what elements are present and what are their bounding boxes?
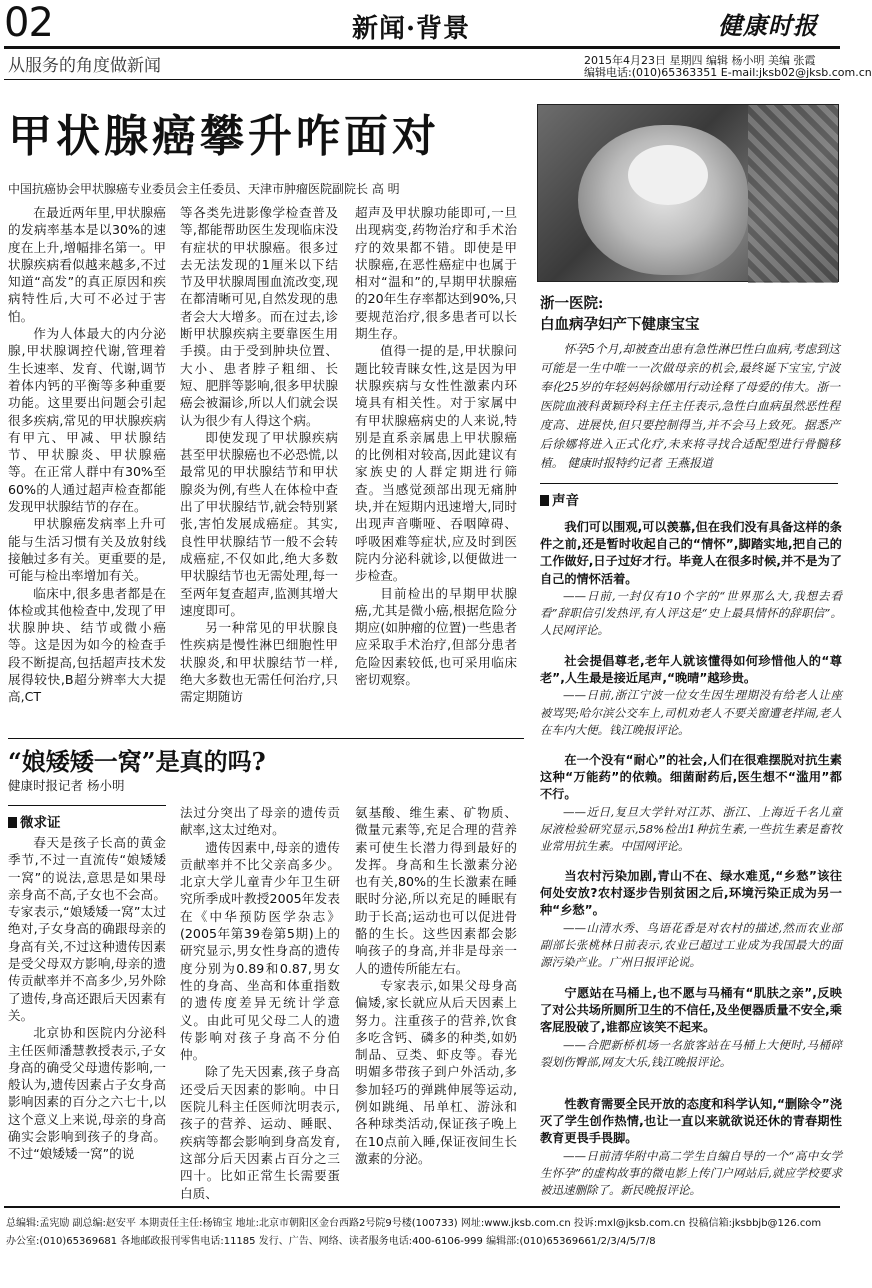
footer-credits-line: 总编辑:孟宪励 副总编:赵安平 本期责任主任:杨锦宝 地址:北京市朝阳区金台西路2号院9号楼(100733) 网址:www.jksb.com.cn 投诉:mxl@jksb.com.cn 投稿信箱:jksbbjb@126.com (6, 1218, 822, 1229)
section-title: 新闻·背景 (352, 14, 471, 44)
voice-quote: 我们可以围观,可以羡慕,但在我们没有具备这样的条件之前,还是暂时收起自己的“情怀”,脚踏实地,把自己的工作做好,日子过好才行。毕竟人在很多时候,并不是为了自己的情怀活着。 (540, 520, 842, 586)
voice-source: ——日前,一封仅有10个字的“世界那么大,我想去看看”辞职信引发热评,有人评这是“史上最具情怀的辞职信”。人民网评论。 (540, 588, 842, 638)
second-headline: “娘矮矮一窝”是真的吗? (8, 747, 266, 776)
newborn-baby-photo (537, 104, 839, 282)
story1-column-1 (8, 204, 166, 726)
paragraph: 即使发现了甲状腺疾病甚至甲状腺癌也不必恐慌,以最常见的甲状腺结节和甲状腺炎为例,有些人在体检中查出了甲状腺结节,就会特别紧张,害怕发展成癌症。其实,良性甲状腺结节一般不会转成癌症,不仅如此,绝大多数甲状腺结节也无需处理,每一至两年复查超声,监测其增大速度即可。 (180, 429, 338, 618)
paragraph: 另一种常见的甲状腺良性疾病是慢性淋巴细胞性甲状腺炎,和甲状腺结节一样,绝大多数也无需任何治疗,只需定期随访 (180, 620, 338, 705)
voice-item (540, 1096, 842, 1196)
voice-source: ——近日,复旦大学针对江苏、浙江、上海近千名儿童尿液检验研究显示,58%检出1种抗生素,一些抗生素是畜牧业常用抗生素。中国网评论。 (540, 804, 842, 854)
story-divider (8, 738, 524, 739)
paragraph: 怀孕5个月,却被查出患有急性淋巴性白血病,考虑到这可能是一生中唯一一次做母亲的机会,最终诞下宝宝,宁波奉化25岁的年轻妈妈徐娜用行动诠释了母爱的伟大。浙一医院血液科黄颖玲科主任主任表示,急性白血病虽然恶性程度高、进展快,但只要控制得当,并不会马上致死。据悉产后徐娜将进入正式化疗,未来将寻找合适配型进行骨髓移植。 健康时报特约记者 王燕报道 (540, 342, 840, 470)
paragraph: 除了先天因素,孩子身高还受后天因素的影响。中日医院儿科主任医师沈明表示,孩子的营养、运动、睡眠、疾病等都会影响到身高发育,这部分后天因素占百分之三四十。比如正常生长需要蛋白质、 (180, 1064, 340, 1201)
subheader-rule (4, 79, 840, 80)
paragraph: 遗传因素中,母亲的遗传贡献率并不比父亲高多少。北京大学儿童青少年卫生研究所季成叶教授2005年发表在《中华预防医学杂志》(2005年第39卷第5期)上的研究显示,男女性身高的遗传度分别为0.89和0.87,男女性的身高、坐高和体重指数的遗传度差异无统计学意义。由此可见父母二人的遗传影响对孩子身高不分伯仲。 (180, 839, 340, 1063)
paragraph: 专家表示,如果父母身高偏矮,家长就应从后天因素上努力。注重孩子的营养,饮食多吃含钙、磷多的种类,如奶制品、豆类、虾皮等。春光明媚多带孩子到户外活动,多参加轻巧的弹跳伸展等运动,例如跳绳、吊单杠、游泳和各种球类活动,保证孩子晚上在10点前入睡,保证夜间生长激素的分泌。 (355, 977, 517, 1166)
story1-column-3 (355, 204, 517, 724)
paragraph: 目前检出的早期甲状腺癌,尤其是微小癌,根据危险分期应(如肿瘤的位置)一些患者应采取手术治疗,但部分患者危险因素较低,也可采用临床密切观察。 (355, 585, 517, 688)
second-byline: 健康时报记者 杨小明 (8, 778, 125, 793)
voice-quote: 社会提倡尊老,老年人就该懂得如何珍惜他人的“尊老”,人生最是接近尾声,“晚晴”越珍贵。 (540, 654, 842, 686)
header-rule (4, 46, 840, 49)
paragraph: 值得一提的是,甲状腺问题比较青睐女性,这是因为甲状腺疾病与女性性激素内环境具有相关性。对于家属中有甲状腺癌病史的人来说,特别是直系亲属患上甲状腺癌的比例相对较高,因此建议有家族史的人群定期进行筛查。当感觉颈部出现无痛肿块,并在短期内迅速增大,同时出现声音嘶哑、吞咽障碍、呼吸困难等症状,应及时到医院内分泌科就诊,以便做进一步检查。 (355, 343, 517, 584)
voice-item (540, 653, 842, 758)
voice-item (540, 985, 842, 1090)
paragraph: 临床中,很多患者都是在体检或其他检查中,发现了甲状腺肿块、结节或微小癌等。这是因为如今的检查手段不断提高,包括超声技术发展得较快,B超分辨率大大提高,CT (8, 585, 166, 705)
side-news-heading: 浙一医院: (540, 295, 604, 312)
footer-rule (4, 1206, 840, 1208)
story2-column-1 (8, 834, 166, 1194)
paragraph: 春天是孩子长高的黄金季节,不过一直流传“娘矮矮一窝”的说法,意思是如果母亲身高不高,子女也不会高。专家表示,“娘矮矮一窝”太过绝对,子女身高的确跟母亲的身高有关,不过这种遗传因素是受父母双方影响,母亲的遗传贡献率并不高多少,另外除了遗传,身高还跟后天因素有关。 (8, 835, 166, 1023)
voice-quote: 性教育需要全民开放的态度和科学认知,“删除令”浇灭了学生创作热情,也让一直以来就欲说还休的青春期性教育更畏手畏脚。 (540, 1097, 842, 1146)
main-headline: 甲状腺癌攀升咋面对 (8, 111, 440, 162)
masthead-logo: 健康时报 (718, 11, 818, 40)
paragraph: 作为人体最大的内分泌腺,甲状腺调控代谢,管理着生长速率、发育、代谢,调节着体内钙的平衡等多种重要功能。这里要出问题会引起很多疾病,常见的甲状腺疾病有甲亢、甲减、甲状腺结节、甲状腺炎、甲状腺癌等。在正常人群中有30%至60%的人通过超声检查都能发现甲状腺结节的存在。 (8, 326, 166, 515)
paragraph: 法过分突出了母亲的遗传贡献率,这太过绝对。 (180, 805, 340, 838)
micro-verify-section-label: 微求证 (8, 805, 166, 831)
paragraph: 超声及甲状腺功能即可,一旦出现病变,药物治疗和手术治疗的效果都不错。即使是甲状腺癌,在恶性癌症中也属于相对“温和”的,早期甲状腺癌的20年生存率都达到90%,只要规范治疗,很多患者可以长期生存。 (355, 205, 517, 342)
voice-quote: 在一个没有“耐心”的社会,人们在很难摆脱对抗生素这种“万能药”的依赖。细菌耐药后,医生想不“滥用”都不行。 (540, 753, 842, 802)
voice-source: ——山清水秀、鸟语花香是对农村的描述,然而农业部副部长张桃林日前表示,农业已超过工业成为我国最大的面源污染产业。广州日报评论说。 (540, 920, 842, 970)
voice-quote: 宁愿站在马桶上,也不愿与马桶有“肌肤之亲”,反映了对公共场所厕所卫生的不信任,及坐便器质量不安全,乘客屁股破了,谁都应该笑不起来。 (540, 986, 842, 1035)
paragraph: 甲状腺癌发病率上升可能与生活习惯有关及放射线接触过多有关。更重要的是,可能与检出率增加有关。 (8, 516, 166, 584)
voice-quote: 当农村污染加剧,青山不在、绿水难觅,“乡愁”该往何处安放?农村逐步告别贫困之后,环境污染正成为另一种“乡愁”。 (540, 869, 842, 918)
voices-section-label: 声音 (540, 483, 838, 509)
side-news-subheading: 白血病孕妇产下健康宝宝 (540, 316, 700, 333)
side-news-body (540, 340, 840, 468)
footer-contact-line: 办公室:(010)65369681 各地邮政报刊零售电话:11185 发行、广告、网络、读者服务电话:400-6106-999 编辑部:(010)65369661/2/3/4/5/7/8 (6, 1236, 656, 1247)
voice-item (540, 752, 842, 867)
paragraph: 北京协和医院内分泌科主任医师潘慧教授表示,子女身高的确受父母遗传影响,一般认为,遗传因素占子女身高影响因素的百分之六七十,以这个意义上来说,母亲的身高确实会影响到孩子的身高。不过“娘矮矮一窝”的说 (8, 1025, 166, 1162)
paragraph: 等各类先进影像学检查普及等,都能帮助医生发现临床没有症状的甲状腺癌。很多过去无法发现的1厘米以下结节及甲状腺周围血流改变,现在都清晰可见,自然发现的患者会大大增多。而在过去,诊断甲状腺疾病主要靠医生用手摸。由于受到肿块位置、大小、患者脖子粗细、长短、肥胖等影响,很多甲状腺癌会被漏诊,所以人们就会误认为很少有人得这个病。 (180, 205, 338, 428)
voice-source: ——日前清华附中高二学生自编自导的一个“高中女学生怀孕”的虚构故事的微电影上传门户网站后,就应学校要求被迅速删除了。新民晚报评论。 (540, 1148, 842, 1198)
issue-meta-line: 2015年4月23日 星期四 编辑 杨小明 美编 张霞 (584, 54, 816, 67)
slogan: 从服务的角度做新闻 (8, 56, 161, 76)
story2-column-3 (355, 804, 517, 1194)
page-number: 02 (4, 0, 53, 46)
paragraph: 氨基酸、维生素、矿物质、微量元素等,充足合理的营养素可使生长潜力得到最好的发挥。身高和生长激素分泌也有关,80%的生长激素在睡眠时分泌,所以充足的睡眠有助于长高;运动也可以促进骨骼的生长。这些因素都会影响孩子的身高,并非是母亲一人的遗传所能左右。 (355, 805, 517, 976)
paragraph: 在最近两年里,甲状腺癌的发病率基本是以30%的速度在上升,增幅排名第一。甲状腺疾病看似越来越多,不过知道“高发”的真正原因和疾病特性后,大可不必过于害怕。 (8, 205, 166, 324)
story1-column-2 (180, 204, 338, 705)
story2-column-2 (180, 804, 340, 1201)
voice-source: ——合肥新桥机场一名旅客站在马桶上大便时,马桶碎裂划伤臀部,网友大乐,钱江晚报评论。 (540, 1037, 842, 1069)
voice-item (540, 519, 842, 649)
voice-item (540, 868, 842, 978)
editor-contact-line: 编辑电话:(010)65363351 E-mail:jksb02@jksb.com.cn (584, 66, 872, 79)
main-byline: 中国抗癌协会甲状腺癌专业委员会主任委员、天津市肿瘤医院副院长 高 明 (8, 182, 400, 196)
voice-source: ——日前,浙江宁波一位女生因生理期没有给老人让座被骂哭;哈尔滨公交车上,司机劝老人不要关窗遭老拌闹,老人在车内大便。钱江晚报评论。 (540, 688, 842, 737)
